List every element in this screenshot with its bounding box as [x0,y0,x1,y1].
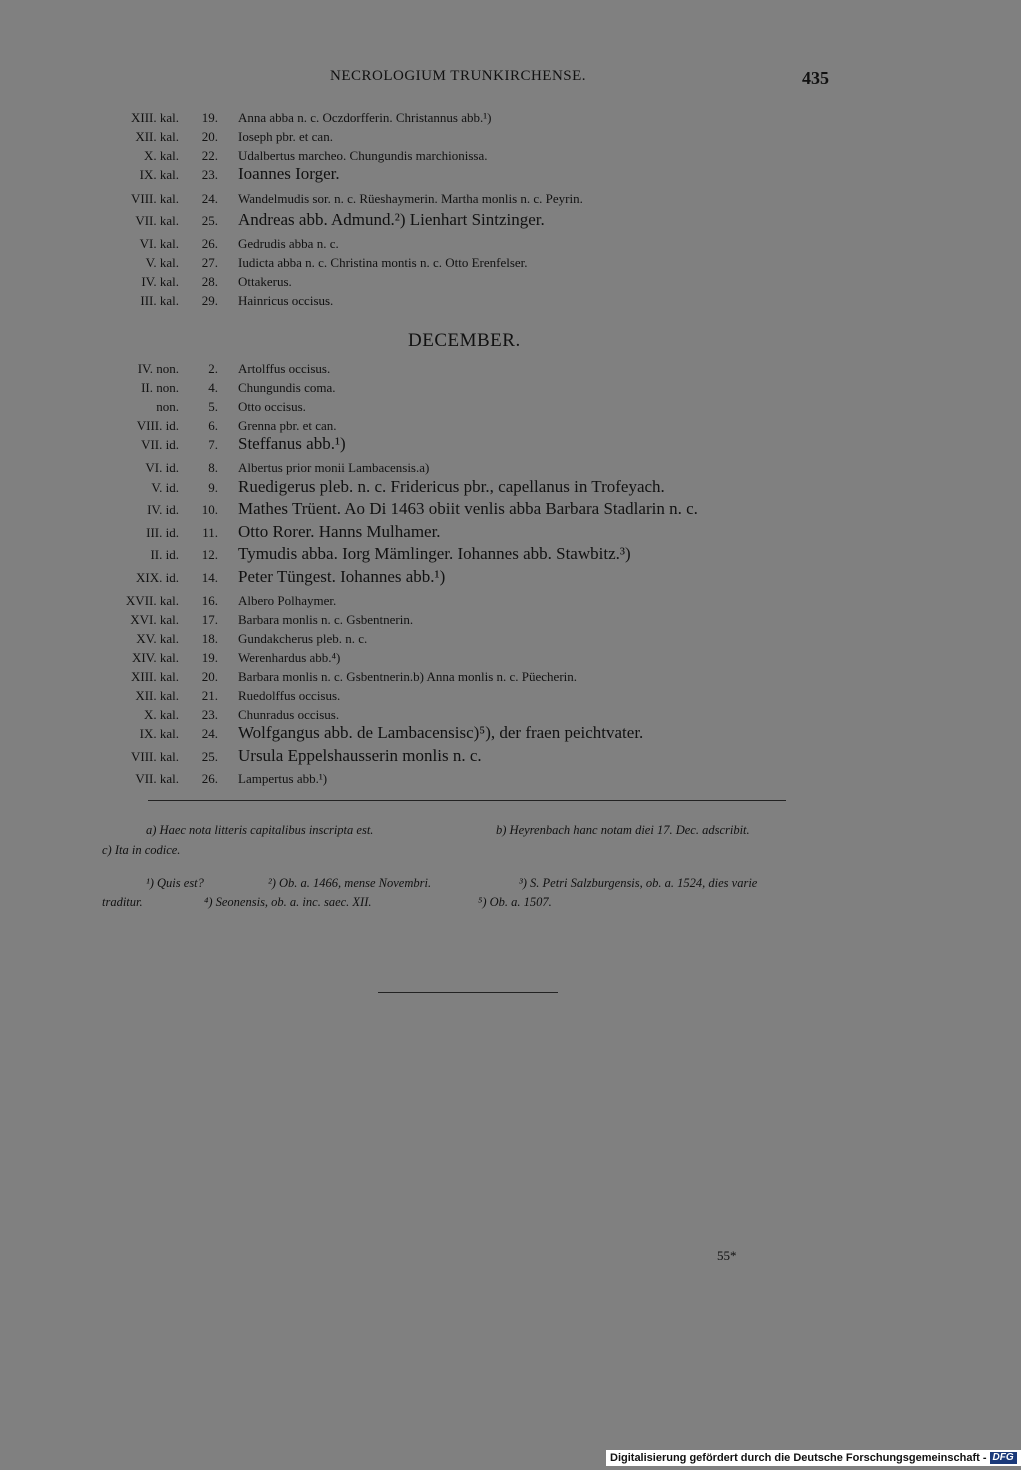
entry-day-number: 20. [201,129,218,144]
entry-day-number: 18. [201,631,218,646]
necrology-entry [0,724,1000,744]
entry-day-number: 6. [208,418,218,433]
entry-calendar-date: non. [156,399,179,414]
entry-text: Gedrudis abba n. c. [238,236,339,251]
digitization-credit[interactable] [606,1450,1021,1466]
footnote-a: a) Haec nota litteris capitalibus inscripta est. [146,823,374,837]
entry-text: Ioseph pbr. et can. [238,129,333,144]
credit-text: Digitalisierung gefördert durch die Deutsche Forschungsgemeinschaft - [610,1452,987,1464]
entry-text: Artolffus occisus. [238,361,331,376]
entry-day-number: 4. [208,380,218,395]
entry-day-number: 9. [208,480,218,495]
dfg-logo: DFG [990,1452,1017,1464]
necrology-entry [0,523,1000,543]
necrology-entry [0,769,1000,789]
entry-calendar-date: XVI. kal. [130,612,179,627]
footnote-c: c) Ita in codice. [102,843,181,857]
entry-text: Wandelmudis sor. n. c. Rüeshaymerin. Martha monlis n. c. Peyrin. [238,191,583,206]
entry-calendar-date: XIX. id. [136,570,179,585]
entry-text: Ursula Eppelshausserin monlis n. c. [238,746,482,765]
entry-text: Steffanus abb.¹) [238,434,346,453]
entry-day-number: 7. [208,437,218,452]
entry-calendar-date: VII. id. [141,437,179,452]
entry-calendar-date: II. non. [141,380,179,395]
footnote-2: ²) Ob. a. 1466, mense Novembri. [268,876,432,890]
entry-day-number: 24. [201,726,218,741]
entry-text: Chungundis coma. [238,380,336,395]
entry-calendar-date: VII. kal. [135,213,179,228]
entry-text: Tymudis abba. Iorg Mämlinger. Iohannes abb. Stawbitz.³) [238,544,631,563]
necrology-entry [0,146,1000,166]
entry-day-number: 26. [201,771,218,786]
necrology-entry [0,397,1000,417]
necrology-entry [0,127,1000,147]
entry-text: Ottakerus. [238,274,292,289]
necrology-entry [0,747,1000,767]
necrology-entry [0,686,1000,706]
necrology-entry [0,272,1000,292]
entry-text: Werenhardus abb.⁴) [238,650,341,665]
entry-calendar-date: IV. id. [147,502,179,517]
entry-calendar-date: V. kal. [145,255,179,270]
entry-text: Anna abba n. c. Oczdorfferin. Christannus abb.¹) [238,110,492,125]
entry-day-number: 25. [201,213,218,228]
closing-rule [378,992,558,993]
entry-calendar-date: V. id. [151,480,179,495]
necrology-entry [0,705,1000,725]
entry-calendar-date: XII. kal. [135,129,179,144]
entry-calendar-date: XIV. kal. [131,650,179,665]
entry-calendar-date: X. kal. [143,707,179,722]
entry-calendar-date: XIII. kal. [130,669,179,684]
footnote-5: ⁵) Ob. a. 1507. [478,895,552,909]
entry-day-number: 12. [201,547,218,562]
entry-text: Otto Rorer. Hanns Mulhamer. [238,522,441,541]
footnote-3: ³) S. Petri Salzburgensis, ob. a. 1524, dies varie [519,876,758,890]
entry-day-number: 21. [201,688,218,703]
necrology-entry [0,500,1000,520]
entry-day-number: 17. [201,612,218,627]
entry-day-number: 27. [201,255,218,270]
necrology-entry [0,667,1000,687]
entry-day-number: 29. [201,293,218,308]
entry-text: Wolfgangus abb. de Lambacensisc)⁵), der fraen peichtvater. [238,723,644,742]
entry-day-number: 23. [201,167,218,182]
necrology-entry [0,435,1000,455]
entry-text: Iudicta abba n. c. Christina montis n. c. Otto Erenfelser. [238,255,528,270]
entry-text: Otto occisus. [238,399,306,414]
footnote-1: ¹) Quis est? [146,876,204,890]
section-heading-december: DECEMBER. [408,330,521,351]
entry-text: Barbara monlis n. c. Gsbentnerin.b) Anna monlis n. c. Püecherin. [238,669,578,684]
footnote-3-continued: traditur. [102,895,143,909]
entry-calendar-date: VIII. kal. [130,191,179,206]
page-number: 435 [802,68,829,88]
entry-calendar-date: IX. kal. [139,167,179,182]
necrology-entry [0,189,1000,209]
entry-calendar-date: VIII. kal. [130,749,179,764]
entry-text: Chunradus occisus. [238,707,340,722]
entry-calendar-date: VIII. id. [136,418,179,433]
necrology-entry [0,610,1000,630]
entry-text: Peter Tüngest. Iohannes abb.¹) [238,567,446,586]
entry-day-number: 8. [208,460,218,475]
entry-day-number: 11. [202,525,218,540]
necrology-entry [0,234,1000,254]
entry-text: Andreas abb. Admund.²) Lienhart Sintzinger. [238,210,545,229]
entry-text: Ruedolffus occisus. [238,688,341,703]
footnote-4: ⁴) Seonensis, ob. a. inc. saec. XII. [204,895,372,909]
entry-calendar-date: XII. kal. [135,688,179,703]
folio-signature: 55* [717,1248,737,1263]
entry-day-number: 2. [208,361,218,376]
necrology-entry [0,629,1000,649]
footnote-b: b) Heyrenbach hanc notam diei 17. Dec. adscribit. [496,823,750,837]
entry-text: Grenna pbr. et can. [238,418,337,433]
necrology-entry [0,648,1000,668]
necrology-entry [0,165,1000,185]
entry-day-number: 14. [201,570,218,585]
entry-text: Ruedigerus pleb. n. c. Fridericus pbr., capellanus in Trofeyach. [238,477,665,496]
entry-calendar-date: VII. kal. [135,771,179,786]
necrology-entry [0,416,1000,436]
entry-day-number: 5. [208,399,218,414]
entry-calendar-date: III. id. [146,525,179,540]
entry-day-number: 16. [201,593,218,608]
entry-text: Udalbertus marcheo. Chungundis marchionissa. [238,148,488,163]
entry-day-number: 19. [201,650,218,665]
entry-calendar-date: IV. kal. [141,274,179,289]
entry-day-number: 25. [201,749,218,764]
entry-calendar-date: IX. kal. [139,726,179,741]
necrology-entry [0,211,1000,231]
entry-calendar-date: IV. non. [137,361,179,376]
entry-text: Barbara monlis n. c. Gsbentnerin. [238,612,414,627]
necrology-entry [0,545,1000,565]
entry-day-number: 28. [201,274,218,289]
entry-text: Hainricus occisus. [238,293,334,308]
entry-calendar-date: VI. kal. [139,236,179,251]
necrology-entry [0,253,1000,273]
entry-calendar-date: X. kal. [143,148,179,163]
entry-calendar-date: XIII. kal. [130,110,179,125]
necrology-entry [0,458,1000,478]
entry-text: Ioannes Iorger. [238,164,340,183]
necrology-entry [0,108,1000,128]
entry-day-number: 24. [201,191,218,206]
separator-rule [148,800,786,801]
entry-text: Albertus prior monii Lambacensis.a) [238,460,430,475]
entry-day-number: 22. [201,148,218,163]
entry-text: Gundakcherus pleb. n. c. [238,631,368,646]
necrology-entry [0,478,1000,498]
necrology-entry [0,359,1000,379]
entry-text: Mathes Trüent. Ao Di 1463 obiit venlis abba Barbara Stadlarin n. c. [238,499,698,518]
entry-calendar-date: XVII. kal. [125,593,179,608]
entry-calendar-date: XV. kal. [136,631,179,646]
necrology-entry [0,591,1000,611]
necrology-entry [0,378,1000,398]
necrology-entry [0,568,1000,588]
entry-day-number: 26. [201,236,218,251]
entry-day-number: 10. [201,502,218,517]
entry-day-number: 23. [201,707,218,722]
entry-calendar-date: II. id. [150,547,179,562]
entry-day-number: 19. [201,110,218,125]
running-title: NECROLOGIUM TRUNKIRCHENSE. [330,68,587,84]
entry-calendar-date: VI. id. [145,460,179,475]
entry-text: Albero Polhaymer. [238,593,337,608]
entry-day-number: 20. [201,669,218,684]
necrology-entry [0,291,1000,311]
entry-calendar-date: III. kal. [140,293,179,308]
entry-text: Lampertus abb.¹) [238,771,328,786]
